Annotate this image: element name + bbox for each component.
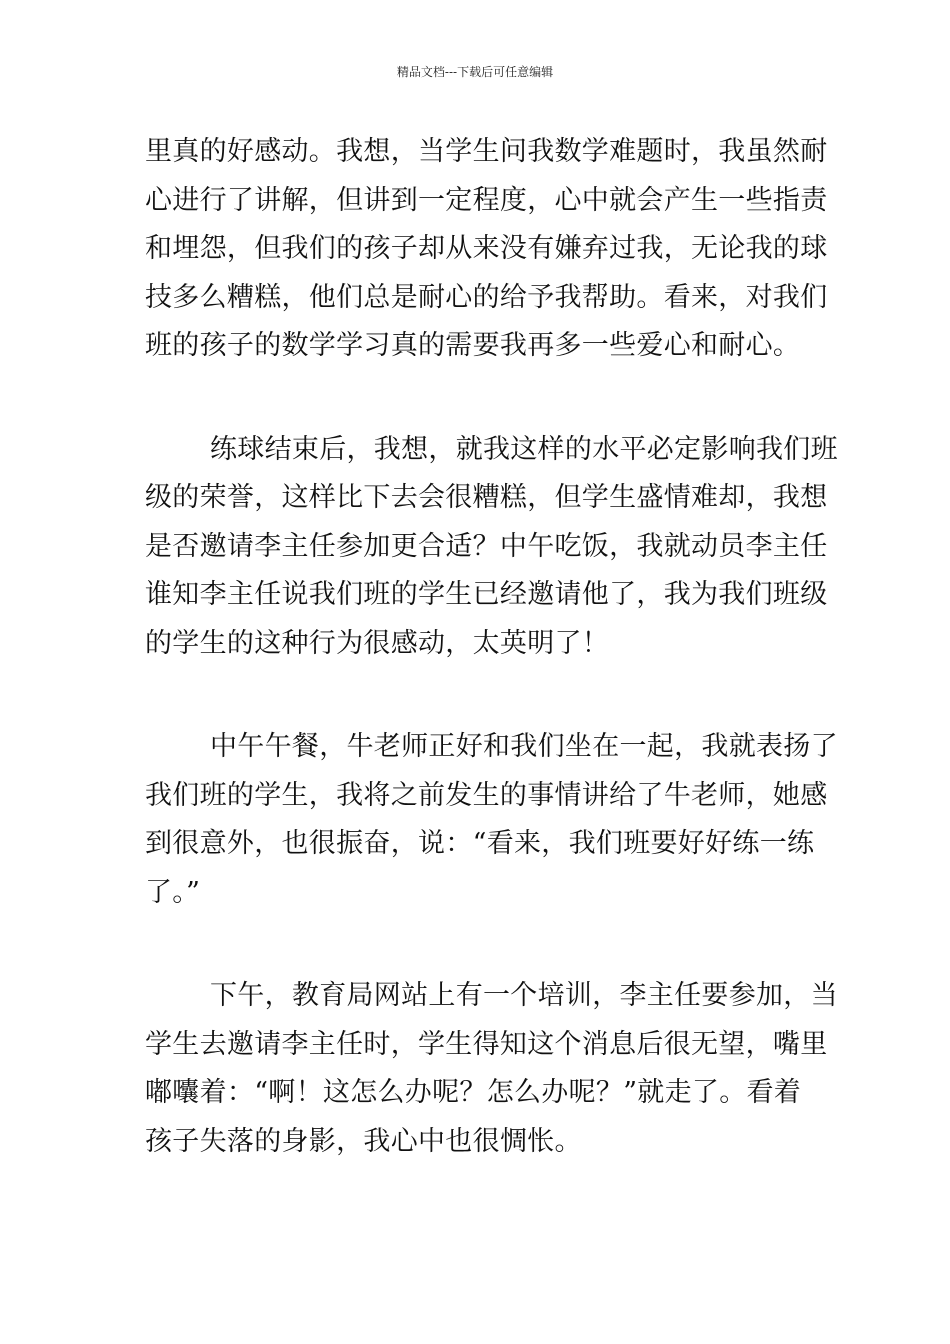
text-line: 到很意外，也很振奋，说：“看来，我们班要好好练一练 [145, 828, 815, 859]
paragraph-gap [145, 917, 809, 972]
text-line: 里真的好感动。我想，当学生问我数学难题时，我虽然耐 [145, 136, 828, 167]
text-line-first: 中午午餐，牛老师正好和我们坐在一起，我就表扬了 [210, 731, 838, 762]
text-line: 我们班的学生，我将之前发生的事情讲给了牛老师，她感 [145, 779, 828, 811]
text-line: 和埋怨，但我们的孩子却从来没有嫌弃过我，无论我的球 [145, 233, 828, 264]
text-line: 了。” [145, 876, 201, 908]
text-line: 嘟囔着：“啊！这怎么办呢？怎么办呢？”就走了。看着 [145, 1077, 802, 1108]
paragraph-4 [145, 972, 838, 1166]
paragraph-2 [145, 426, 838, 669]
paragraph-1 [145, 128, 828, 371]
text-line: 班的孩子的数学学习真的需要我再多一些爱心和耐心。 [145, 330, 801, 361]
paragraph-gap [145, 668, 809, 723]
text-line-first: 下午，教育局网站上有一个培训，李主任要参加，当 [210, 980, 838, 1011]
document-body [145, 128, 838, 1166]
text-line: 谁知李主任说我们班的学生已经邀请他了，我为我们班级 [145, 579, 828, 610]
text-line: 是否邀请李主任参加更合适？中午吃饭，我就动员李主任 [145, 530, 828, 562]
paragraph-3 [145, 723, 838, 917]
text-line: 的学生的这种行为很感动，太英明了！ [145, 627, 610, 659]
page-header: 精品文档---下载后可任意编辑 [396, 65, 554, 79]
text-line: 级的荣誉，这样比下去会很糟糕，但学生盛情难却，我想 [145, 482, 828, 513]
paragraph-gap [145, 371, 809, 426]
text-line: 技多么糟糕，他们总是耐心的给予我帮助。看来，对我们 [145, 281, 828, 313]
text-line: 学生去邀请李主任时，学生得知这个消息后很无望，嘴里 [145, 1028, 828, 1060]
text-line: 心进行了讲解，但讲到一定程度，心中就会产生一些指责 [145, 184, 828, 216]
text-line: 孩子失落的身影，我心中也很惆怅。 [145, 1125, 582, 1157]
text-line-first: 练球结束后，我想，就我这样的水平必定影响我们班 [210, 433, 838, 465]
